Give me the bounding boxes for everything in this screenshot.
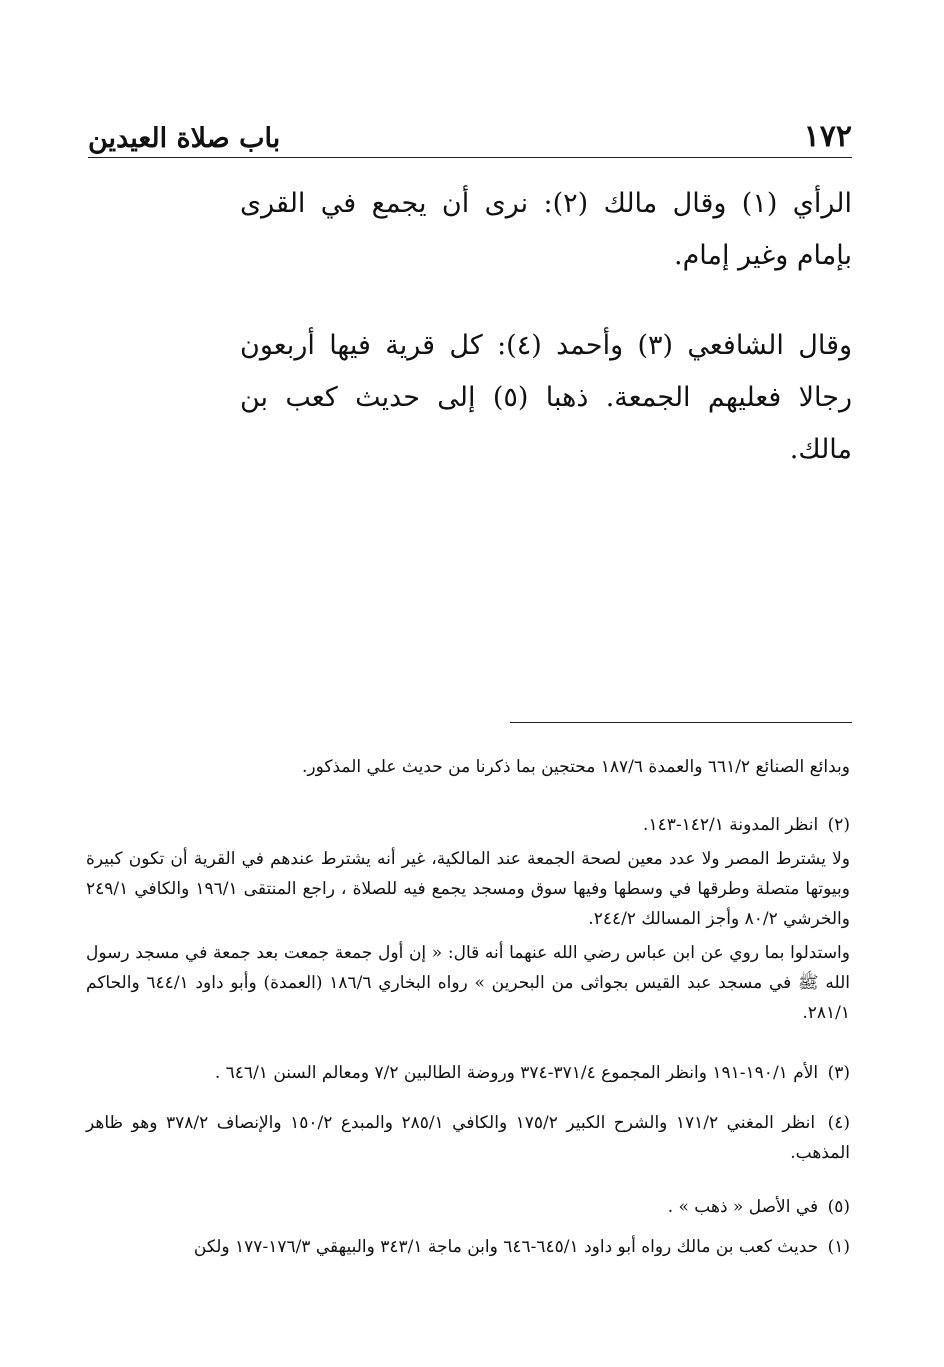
footnote-4 — [86, 1108, 850, 1168]
footnote-2-paragraph-a: ولا يشترط المصر ولا عدد معين لصحة الجمعة عند المالكية، غير أنه يشترط عندهم في القرية أن تكون كبيرة وبيوتها متصلة وطرقها في وسطها وفيها سوق ومسجد يجمع فيه للصلاة ، راجع المنتقى ١٩٦/١ والكافي ٢٤٩/١ والخرشي ٨٠/٢ وأجز المسالك ٢٤٤/٢. — [86, 849, 850, 929]
header-rule — [88, 157, 852, 158]
body-paragraph-1: الرأي (١) وقال مالك (٢): نرى أن يجمع في القرى بإمام وغير إمام. — [240, 188, 852, 271]
footnote-5-text: في الأصل « ذهب » . — [667, 1197, 819, 1217]
footnote-2-paragraph-b: واستدلوا بما روي عن ابن عباس رضي الله عنهما أنه قال: « إن أول جمعة جمعت بعد جمعة في مسجد رسول الله ﷺ في مسجد عبد القيس بجواثى من البحرين » رواه البخاري ١٨٦/٦ (العمدة) وأبو داود ٦٤٤/١ والحاكم ٢٨١/١. — [86, 943, 850, 1023]
footnote-1-text: حديث كعب بن مالك رواه أبو داود ٦٤٥/١-٦٤٦ وابن ماجة ٣٤٣/١ والبيهقي ١٧٦/٣-١٧٧ ولكن — [193, 1237, 819, 1257]
running-title: باب صلاة العيدين — [88, 123, 281, 154]
body-paragraph-2: وقال الشافعي (٣) وأحمد (٤): كل قرية فيها أربعون رجالا فعليهم الجمعة. ذهبا (٥) إلى حديث كعب بن مالك. — [240, 330, 853, 465]
footnote-5 — [86, 1192, 850, 1222]
footnote-5-number: (٥) — [827, 1197, 850, 1217]
footnote-4-text: انظر المغني ١٧١/٢ والشرح الكبير ١٧٥/٢ والكافي ٢٨٥/١ والمبدع ١٥٠/٢ والإنصاف ٣٧٨/٢ وهو ظاهر المذهب. — [86, 1113, 850, 1163]
footnote-2 — [86, 810, 850, 840]
footnote-1-number: (١) — [827, 1237, 850, 1257]
page-header — [88, 100, 852, 154]
page-number: ١٧٢ — [803, 119, 852, 154]
footnote-2-number: (٢) — [827, 815, 850, 835]
footnote-3 — [86, 1058, 850, 1088]
footnote-1 — [86, 1232, 850, 1262]
footnote-3-text: الأم ١٩٠/١-١٩١ وانظر المجموع ٣٧١/٤-٣٧٤ وروضة الطالبين ٧/٢ ومعالم السنن ٦٤٦/١ . — [214, 1063, 819, 1083]
footnote-continuation: وبدائع الصنائع ٦٦١/٢ والعمدة ١٨٧/٦ محتجين بما ذكرنا من حديث علي المذكور. — [302, 757, 850, 777]
footnote-rule — [510, 722, 852, 723]
footnote-3-number: (٣) — [827, 1063, 850, 1083]
footnote-4-number: (٤) — [827, 1113, 850, 1133]
footnote-2-text: انظر المدونة ١٤٢/١-١٤٣. — [643, 815, 819, 835]
